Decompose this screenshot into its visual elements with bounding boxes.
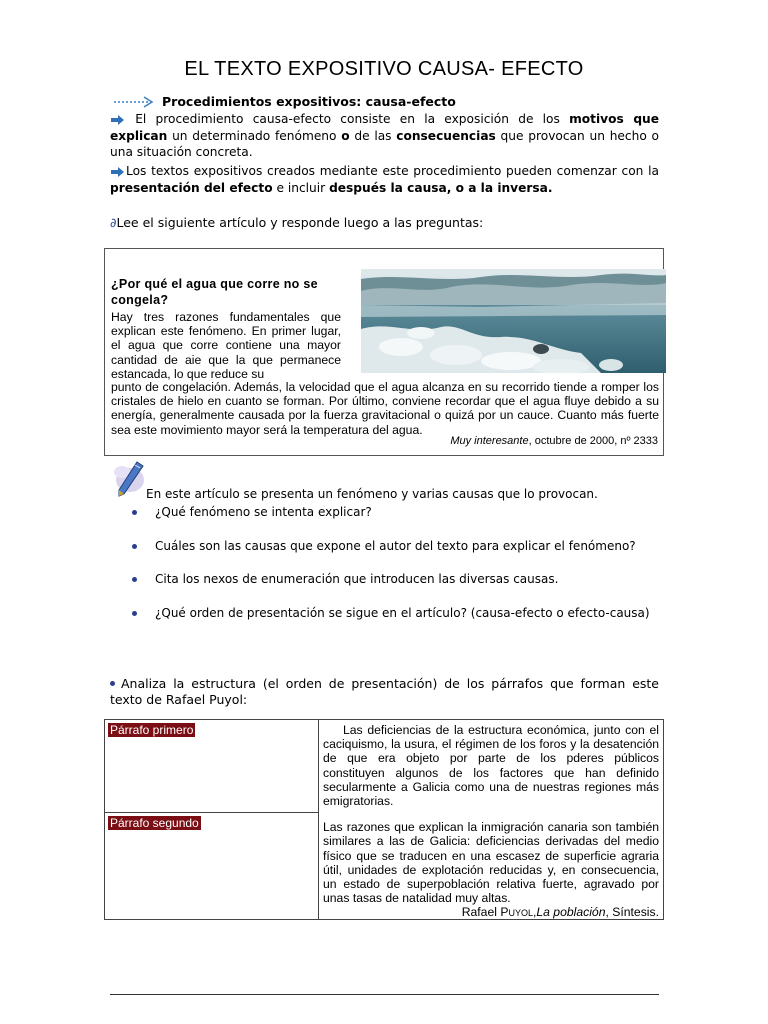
article-box (104, 248, 664, 456)
question-text: ¿Qué orden de presentación se sigue en el artículo? (causa-efecto o efecto-causa) (155, 606, 650, 620)
page-title: EL TEXTO EXPOSITIVO CAUSA- EFECTO (184, 58, 584, 80)
bold-run: motivos que explican (110, 112, 660, 143)
paragraph-label: Párrafo primero (110, 723, 194, 737)
article-body-top: Hay tres razones fundamentales que explican este fenómeno. En primer lugar, el agua que corre contiene una mayor cantidad de aie que la que permanece estancada, lo que reduce su (111, 310, 341, 381)
paragraph-one-text: Las deficiencias de la estructura económica, junto con el caciquismo, la usura, el régimen de los foros y la desatención de que era objeto por parte de los pderes públicos constituyen algunos de los factores que han definido secularmente a Galicia como una de nuestras regiones más emigratorias. (323, 723, 659, 809)
dotted-arrow-icon (112, 96, 156, 108)
article-title: ¿Por qué el agua que corre no se congela? (111, 277, 318, 307)
instruction-text: Lee el siguiente artículo y responde luego a las preguntas: (116, 215, 484, 230)
text-run: que provocan un hecho o una situación concreta. (110, 128, 659, 159)
text-cell (319, 720, 664, 920)
bullet-dot (132, 544, 137, 549)
bullet-dot (132, 577, 137, 582)
river-snow-photo (361, 269, 666, 373)
text-run: e incluir (272, 180, 330, 195)
paragraph-presentation (110, 163, 659, 196)
bullet-dot (132, 611, 137, 616)
article-intro: En este artículo se presenta un fenómeno y varias causas que lo provocan. (146, 487, 598, 501)
paragraph-two-text: Las razones que explican la inmigración canaria son también similares a las de Galicia: deficiencias derivadas del medio físico que se traducen en una escasez de superficie agraria útil, unidades de explotación reducidas y, en consecuencia, un estado de superpoblación relativa fuerte, agravado por unas tasas de natalidad muy altas. (323, 820, 659, 906)
question-item (132, 572, 558, 586)
blue-arrow-icon (110, 167, 124, 177)
section-heading (112, 94, 456, 109)
blue-arrow-icon (110, 115, 124, 125)
partial-symbol: ∂ (110, 215, 117, 230)
question-text: Cuáles son las causas que expone el autor del texto para explicar el fenómeno? (155, 539, 636, 553)
question-text: ¿Qué fenómeno se intenta explicar? (155, 505, 372, 519)
section-heading-text: Procedimientos expositivos: causa-efecto (162, 94, 456, 109)
article-source (450, 435, 658, 447)
paragraph-analysis-table (104, 719, 664, 920)
article-body-bottom: punto de congelación. Además, la velocidad que el agua alcanza en su recorrido tiende a romper los cristales de hielo en cuanto se forman. Por último, conviene recordar que el agua fluye debido a su energía, generalmente causada por la fuerza gravitacional o quizá por un cauce. Cuanto más fuerte sea este movimiento mayor será la temperatura del agua. (111, 380, 659, 437)
question-item (132, 539, 636, 553)
author-last: Puyol (500, 905, 533, 920)
analysis-instruction (110, 676, 659, 708)
text-run: de las (349, 128, 397, 143)
pen-icon (110, 458, 146, 502)
source-date: , octubre de 2000, nº 2333 (528, 435, 658, 447)
source-magazine: Muy interesante (450, 435, 529, 447)
analysis-text: Analiza la estructura (el orden de presentación) de los párrafos que forman este texto de Rafael Puyol: (110, 676, 659, 707)
text-run: El procedimiento causa-efecto consiste en la exposición de los (126, 112, 570, 126)
question-text: Cita los nexos de enumeración que introducen las diversas causas. (155, 572, 559, 586)
text-run: un determinado fenómeno (167, 128, 342, 143)
footer-rule (110, 994, 659, 995)
citation-separator: , (532, 905, 537, 920)
bullet-dot (132, 510, 137, 515)
citation (319, 905, 663, 919)
bold-run: consecuencias (396, 128, 496, 143)
label-cell (105, 720, 319, 813)
publisher: , Síntesis. (605, 905, 659, 920)
question-item (132, 606, 650, 620)
author-first: Rafael (461, 905, 501, 920)
label-cell (105, 813, 319, 920)
bold-run: después la causa, o a la inversa. (329, 180, 553, 195)
bold-run: presentación del efecto (110, 180, 273, 195)
question-item (132, 505, 372, 519)
bold-run: o (341, 128, 350, 143)
instruction-read (110, 215, 483, 230)
book-title: La población (536, 905, 606, 920)
text-run: Los textos expositivos creados mediante este procedimiento pueden comenzar con la (126, 164, 659, 178)
paragraph-label: Párrafo segundo (110, 816, 199, 831)
bullet-dot (110, 681, 115, 686)
paragraph-definition (110, 111, 659, 161)
